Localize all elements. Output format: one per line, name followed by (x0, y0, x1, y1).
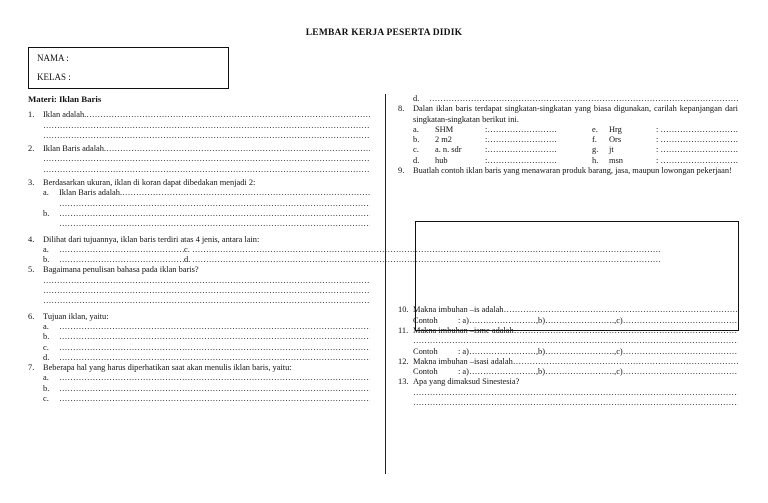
kelas-field[interactable]: KELAS : (37, 72, 71, 82)
question-11: 11. Makna imbuhan –isme adalah …………………………………………………………………………………………………………………………………………………… (398, 326, 738, 336)
question-6: 6. Tujuan iklan, yaitu: (28, 312, 370, 322)
question-13-text: Apa yang dimaksud Sinestesia? (413, 377, 520, 387)
answer-line[interactable] (28, 165, 370, 175)
question-13: 13. Apa yang dimaksud Sinestesia? (398, 377, 738, 387)
answer-line[interactable] (398, 336, 738, 346)
question-2-text: Iklan Baris adalah. (43, 144, 107, 154)
answer-line[interactable] (398, 398, 738, 408)
ad-example-answer-box[interactable] (415, 221, 739, 331)
question-10-examples[interactable]: Contoh : a) …………………… ,b) ……………………. ,c) …………………………………………………………………………………………………………………………………………………… (398, 316, 738, 326)
answer-line[interactable] (28, 286, 370, 296)
question-8: 8. Dalan iklan baris terdapat singkatan-singkatan yang biasa digunakan, carilah kepanjangan dari singkatan-singkatan berikut ini. (398, 104, 738, 124)
question-3-item-b[interactable]: b. …………………………………………………………………………………………………………………………………………………… (28, 209, 370, 219)
question-6-text: Tujuan iklan, yaitu: (43, 311, 109, 321)
question-4-text: Dilihat dari tujuannya, iklan baris terdiri atas 4 jenis, antara lain: (43, 234, 260, 244)
question-3: 3. Berdasarkan ukuran, iklan di koran dapat dibedakan menjadi 2: (28, 178, 370, 188)
answer-line[interactable] (86, 110, 370, 119)
question-3-item-a[interactable]: a. Iklan Baris adalah. …………………………………………………………………………………………………………………………………………………… (28, 188, 370, 198)
question-7: 7. Beberapa hal yang harus diperhatikan saat akan menulis iklan baris, yaitu: (28, 363, 370, 373)
question-4: 4. Dilihat dari tujuannya, iklan baris terdiri atas 4 jenis, antara lain: (28, 235, 370, 245)
question-4-item-a[interactable]: a. …………………………………………………………………………………………………………………………………………………… (43, 245, 184, 255)
question-5-text: Bagaimana penulisan bahasa pada iklan baris? (43, 265, 199, 275)
answer-line[interactable] (28, 296, 370, 306)
question-4-item-c[interactable]: c. …………………………………………………………………………………………………………………………………………………… (184, 245, 661, 255)
question-6-item[interactable]: b. …………………………………………………………………………………………………………………………………………………… (28, 332, 370, 342)
abbreviation-row[interactable]: c. a. n. sdr :……………………. g. jt : ………………………. (413, 145, 738, 155)
column-divider (385, 94, 386, 474)
answer-line[interactable] (59, 199, 370, 209)
identity-box (28, 47, 229, 89)
question-5: 5. Bagaimana penulisan bahasa pada iklan baris? (28, 265, 370, 275)
abbreviation-row[interactable]: b. 2 m2 :……………………. f. Ors : ………………………. (413, 135, 738, 145)
left-column (28, 94, 370, 404)
question-1-text: Iklan adalah. (43, 110, 87, 120)
question-12: 12. Makna imbuhan –isasi adalah …………………………………………………………………………………………………………………………………………………… (398, 357, 738, 367)
question-4-item-b[interactable]: b. …………………………………………………………………………………………………………………………………………………… (43, 255, 184, 265)
question-3-text: Berdasarkan ukuran, iklan di koran dapat dibedakan menjadi 2: (43, 178, 256, 188)
abbreviation-row[interactable]: d. hub :……………………. h. msn : ………………………. (413, 155, 738, 165)
materi-heading: Materi: Iklan Baris (28, 94, 102, 104)
abbreviation-row[interactable]: a. SHM :……………………. e. Hrg : ………………………. (413, 124, 738, 134)
answer-line[interactable] (106, 144, 370, 153)
question-4-item-d[interactable]: d. …………………………………………………………………………………………………………………………………………………… (184, 255, 661, 265)
question-7-text: Beberapa hal yang harus diperhatikan saat akan menulis iklan baris, yaitu: (43, 363, 292, 373)
answer-line[interactable] (28, 276, 370, 286)
question-10: 10. Makna imbuhan –is adalah …………………………………………………………………………………………………………………………………………………… (398, 305, 738, 315)
answer-line[interactable] (28, 154, 370, 164)
question-1: 1. Iklan adalah. …………………………………………………………………………………………………………………………………………………… (28, 110, 370, 120)
question-7-item[interactable]: c. …………………………………………………………………………………………………………………………………………………… (28, 394, 370, 404)
question-7-item[interactable]: b. …………………………………………………………………………………………………………………………………………………… (28, 384, 370, 394)
answer-line[interactable] (28, 131, 370, 141)
question-12-examples[interactable]: Contoh : a) …………………… ,b) ……………………. ,c) …………………………………………………………………………………………………………………………………………………… (398, 367, 738, 377)
question-7-item[interactable]: a. …………………………………………………………………………………………………………………………………………………… (28, 373, 370, 383)
answer-line[interactable] (28, 121, 370, 131)
answer-line[interactable] (59, 219, 370, 229)
question-9: 9. Buatlah contoh iklan baris yang menawaran produk barang, jasa, maupun lowongan pekerjaan! (398, 166, 738, 176)
question-8-text: Dalan iklan baris terdapat singkatan-singkatan yang biasa digunakan, carilah kepanjangan dari singkatan-singkatan berikut ini. (413, 104, 738, 124)
question-11-examples[interactable]: Contoh : a) …………………… ,b) ……………………. ,c) …………………………………………………………………………………………………………………………………………………… (398, 347, 738, 357)
nama-field[interactable]: NAMA : (37, 53, 69, 63)
worksheet-title: LEMBAR KERJA PESERTA DIDIK (305, 28, 463, 38)
question-6-item[interactable]: a. …………………………………………………………………………………………………………………………………………………… (28, 322, 370, 332)
answer-line[interactable] (398, 388, 738, 398)
question-6-item[interactable]: c. …………………………………………………………………………………………………………………………………………………… (28, 343, 370, 353)
question-7-item-d[interactable]: d. …………………………………………………………………………………………………………………………………………………… (398, 94, 738, 104)
question-6-item[interactable]: d. …………………………………………………………………………………………………………………………………………………… (28, 353, 370, 363)
question-2: 2. Iklan Baris adalah. …………………………………………………………………………………………………………………………………………………… (28, 144, 370, 154)
question-9-text: Buatlah contoh iklan baris yang menawaran produk barang, jasa, maupun lowongan pekerjaan! (413, 166, 732, 176)
